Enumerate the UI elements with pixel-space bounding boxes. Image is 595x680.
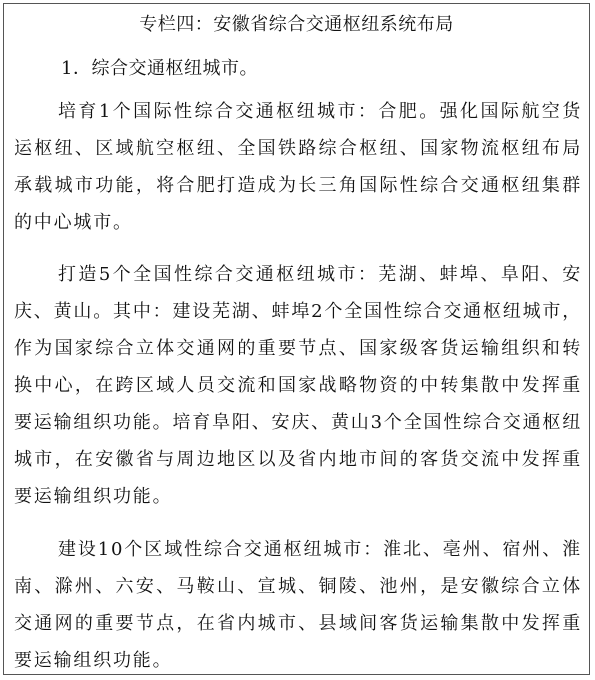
paragraph-national-hubs: 打造5个全国性综合交通枢纽城市：芜湖、蚌埠、阜阳、安庆、黄山。其中：建设芜湖、蚌埠2个全国性综合交通枢纽城市，作为国家综合立体交通网的重要节点、国家级客货运输组织和转换中心，在跨区域人员交流和国家战略物资的中转集散中发挥重要运输组织功能。培育阜阳、安庆、黄山3个全国性综合交通枢纽城市，在安徽省与周边地区以及省内地市间的客货交流中发挥重要运输组织功能。 <box>14 264 582 507</box>
paragraph-regional-hubs: 建设10个区域性综合交通枢纽城市：淮北、亳州、宿州、淮南、滁州、六安、马鞍山、宣城、铜陵、池州，是安徽综合立体交通网的重要节点，在省内城市、县域间客货运输集散中发挥重要运输组织功能。 <box>14 539 582 671</box>
document-box <box>3 3 590 675</box>
paragraph-international-hub: 培育1个国际性综合交通枢纽城市：合肥。强化国际航空货运枢纽、区域航空枢纽、全国铁路综合枢纽、国家物流枢纽布局承载城市功能，将合肥打造成为长三角国际性综合交通枢纽集群的中心城市。 <box>14 101 582 233</box>
box-title: 专栏四：安徽省综合交通枢纽系统布局 <box>139 14 454 35</box>
section-heading: 1．综合交通枢纽城市。 <box>61 58 258 79</box>
